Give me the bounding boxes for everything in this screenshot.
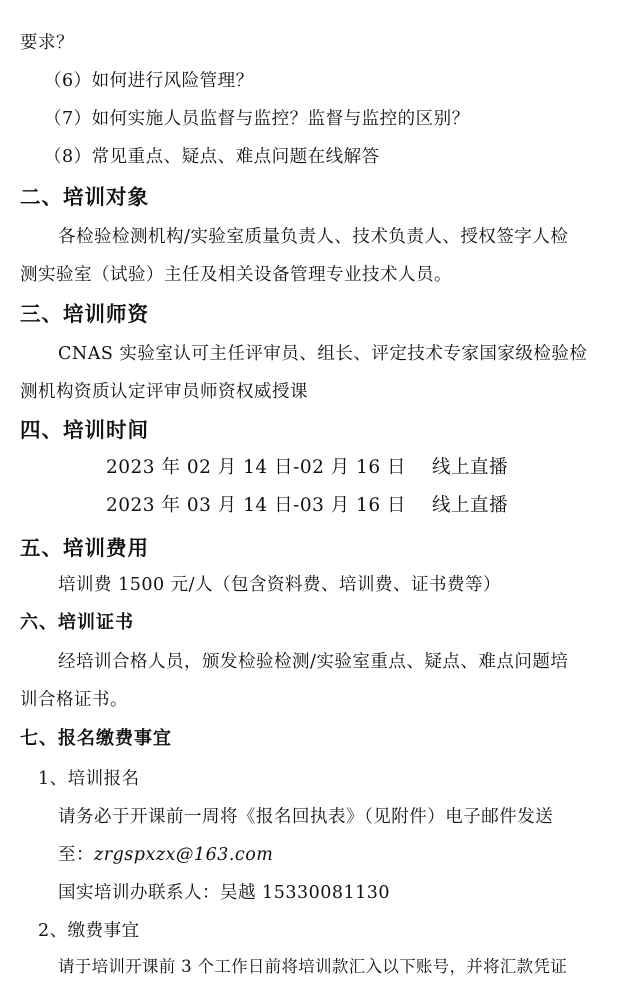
certificate-body-2: 训合格证书。 (20, 690, 128, 710)
email-prefix: 至： (58, 845, 94, 865)
intro-item-7: （7）如何实施人员监督与监控？监督与监控的区别？ (44, 109, 470, 129)
schedule-dates: 2023 年 02 月 14 日-02 月 16 日 (106, 457, 407, 478)
email-address[interactable]: zrgspxzx@163.com (94, 845, 274, 865)
schedule-dates: 2023 年 03 月 14 日-03 月 16 日 (106, 495, 407, 516)
trainees-body-2: 测实验室（试验）主任及相关设备管理专业技术人员。 (20, 265, 452, 285)
sub-heading-payment: 2、缴费事宜 (38, 921, 140, 941)
schedule-mode: 线上直播 (432, 495, 509, 516)
heading-teachers: 三、培训师资 (20, 302, 149, 326)
sub-heading-registration: 1、培训报名 (38, 769, 140, 789)
registration-email-line (58, 843, 273, 867)
certificate-body-1: 经培训合格人员，颁发检验检测/实验室重点、疑点、难点问题培 (58, 652, 569, 672)
schedule-row-1 (106, 456, 508, 480)
heading-time: 四、培训时间 (20, 418, 149, 442)
heading-registration: 七、报名缴费事宜 (20, 728, 172, 749)
fee-body: 培训费 1500 元/人（包含资料费、培训费、证书费等） (58, 575, 502, 595)
registration-body-1: 请务必于开课前一周将《报名回执表》（见附件）电子邮件发送 (58, 807, 554, 827)
registration-contact: 国实培训办联系人：吴越 15330081130 (58, 883, 391, 903)
teachers-body-2: 测机构资质认定评审员师资权威授课 (20, 382, 308, 402)
schedule-mode: 线上直播 (432, 457, 509, 478)
schedule-row-2 (106, 494, 508, 518)
heading-trainees: 二、培训对象 (20, 185, 149, 209)
intro-item-8: （8）常见重点、疑点、难点问题在线解答 (44, 147, 380, 167)
heading-certificate: 六、培训证书 (20, 612, 134, 633)
payment-body-1: 请于培训开课前 3 个工作日前将培训款汇入以下账号，并将汇款凭证 (58, 957, 568, 976)
teachers-body-1: CNAS 实验室认可主任评审员、组长、评定技术专家国家级检验检 (58, 344, 588, 364)
intro-line-1: 要求？ (20, 33, 74, 53)
intro-item-6: （6）如何进行风险管理？ (44, 71, 254, 91)
heading-fee: 五、培训费用 (20, 536, 149, 560)
trainees-body-1: 各检验检测机构/实验室质量负责人、技术负责人、授权签字人检 (58, 227, 569, 247)
